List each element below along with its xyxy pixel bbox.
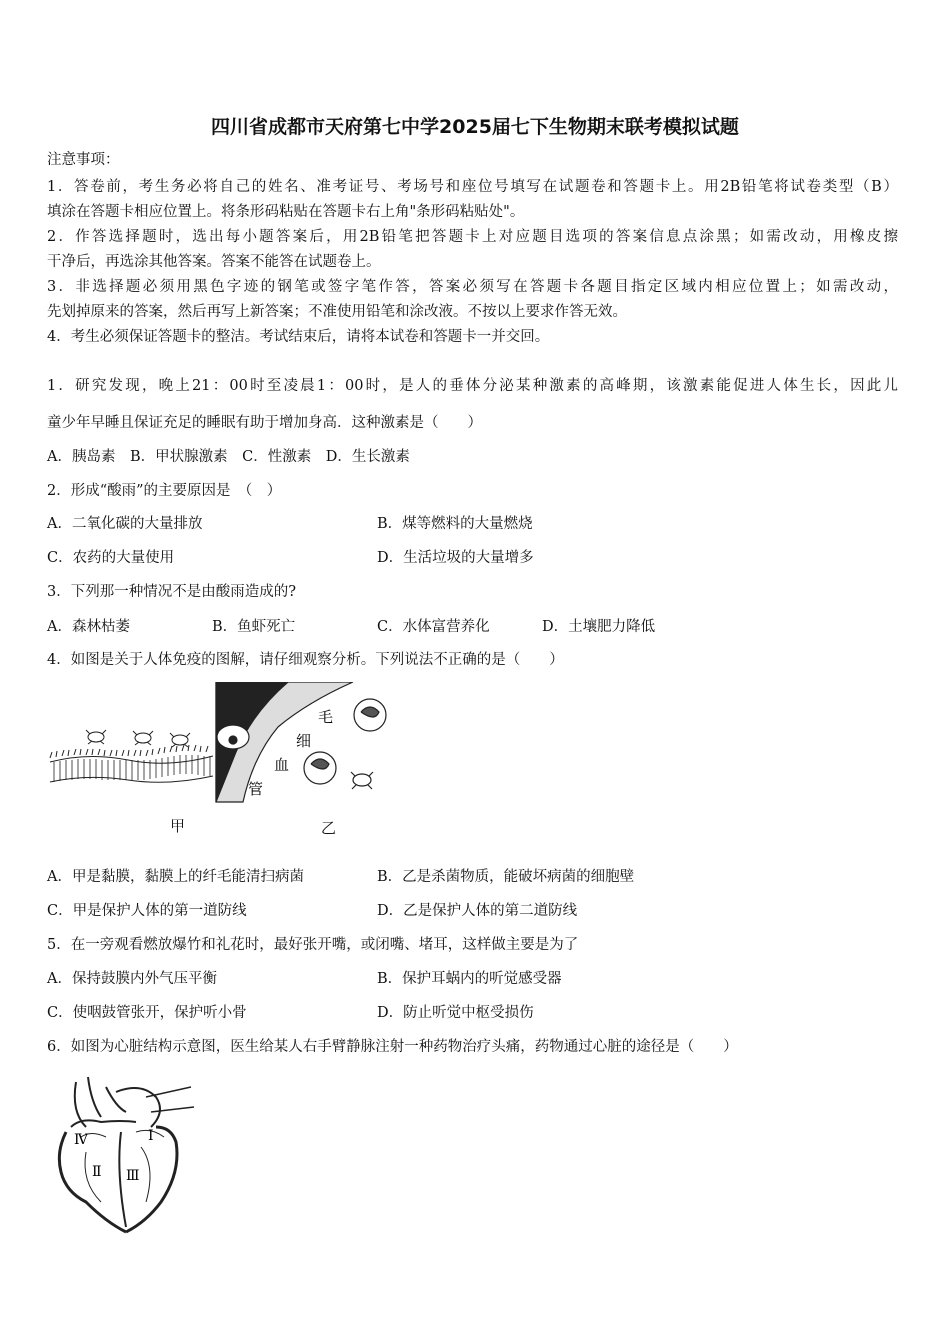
notice-heading: 注意事项： [47,152,120,168]
q1-options: A．胰岛素 B．甲状腺激素 C．性激素 D．生长激素 [47,449,410,465]
phagocyte-icon [354,699,386,731]
heart-drawing [59,1077,194,1232]
microbe-icon [170,733,190,747]
q3-option-d: D．土壤肥力降低 [542,619,656,635]
heart-label-iii: Ⅲ [126,1168,140,1184]
notice-line: 3．非选择题必须用黑色字迹的钢笔或签字笔作答，答案必须写在答题卡各题目指定区域内相应位置上；如需改动， [47,279,898,295]
q5-stem: 5．在一旁观看燃放爆竹和礼花时，最好张开嘴，或闭嘴、堵耳，这样做主要是为了 [47,937,579,953]
notice-line: 先划掉原来的答案，然后再写上新答案；不准使用铅笔和涂改液。不按以上要求作答无效。 [47,304,627,320]
q3-option-c: C．水体富营养化 [377,619,490,635]
notice-line: 1．答卷前，考生务必将自己的姓名、准考证号、考场号和座位号填写在试题卷和答题卡上。用2B铅笔将试卷类型（B） [47,179,898,195]
q6-stem: 6．如图为心脏结构示意图，医生给某人右手臂静脉注射一种药物治疗头痛，药物通过心脏的途径是（ ） [47,1039,738,1055]
q1-stem-line2: 童少年早睡且保证充足的睡眠有助于增加身高．这种激素是（ ） [47,415,482,431]
fig-label-yi: 乙 [321,819,337,837]
q4-stem: 4．如图是关于人体免疫的图解，请仔细观察分析。下列说法不正确的是（ ） [47,652,564,668]
fig-text-xi: 细 [296,732,312,750]
q2-option-d: D．生活垃圾的大量增多 [377,550,534,566]
q2-option-a: A．二氧化碳的大量排放 [47,516,203,532]
q4-option-b: B．乙是杀菌物质，能破坏病菌的细胞壁 [377,869,635,885]
heart-label-ii: Ⅱ [92,1164,102,1180]
fig-label-jia: 甲 [170,817,186,835]
q5-option-b: B．保护耳蜗内的听觉感受器 [377,971,562,987]
fig-text-guan: 管 [248,780,264,798]
q2-option-b: B．煤等燃料的大量燃烧 [377,516,533,532]
fig-text-xue: 血 [274,756,290,774]
q3-stem: 3．下列那一种情况不是由酸雨造成的? [47,584,296,600]
immunity-figure [48,682,393,837]
q4-option-d: D．乙是保护人体的第二道防线 [377,903,578,919]
page-title: 四川省成都市天府第七中学2025届七下生物期末联考模拟试题 [211,116,739,138]
q5-option-a: A．保持鼓膜内外气压平衡 [47,971,217,987]
microbe-icon [133,731,153,745]
q3-option-a: A．森林枯萎 [47,619,130,635]
microbe-icon [351,772,373,789]
mucosa-drawing [50,730,213,782]
notice-line: 4．考生必须保证答题卡的整洁。考试结束后，请将本试卷和答题卡一并交回。 [47,329,550,345]
notice-line: 填涂在答题卡相应位置上。将条形码粘贴在答题卡右上角"条形码粘贴处"。 [47,204,525,220]
notice-line: 2．作答选择题时，选出每小题答案后，用2B铅笔把答题卡上对应题目选项的答案信息点涂黑；如需改动，用橡皮擦 [47,229,898,245]
q2-stem: 2．形成“酸雨”的主要原因是 （ ） [47,483,282,499]
q1-stem-line1: 1．研究发现，晚上21：00时至凌晨1：00时，是人的垂体分泌某种激素的高峰期，该激素能促进人体生长，因此儿 [47,378,898,394]
q3-option-b: B．鱼虾死亡 [212,619,296,635]
phagocyte-icon [304,752,336,784]
heart-label-iv: Ⅳ [74,1132,88,1148]
microbe-icon [86,730,106,744]
q5-option-d: D．防止听觉中枢受损伤 [377,1005,534,1021]
notice-line: 干净后，再选涂其他答案。答案不能答在试题卷上。 [47,254,381,270]
q4-option-a: A．甲是黏膜，黏膜上的纤毛能清扫病菌 [47,869,304,885]
heart-label-i: Ⅰ [148,1128,154,1144]
q5-option-c: C．使咽鼓管张开，保护听小骨 [47,1005,247,1021]
heart-figure [46,1072,201,1237]
q4-option-c: C．甲是保护人体的第一道防线 [47,903,247,919]
q2-option-c: C．农药的大量使用 [47,550,175,566]
fig-text-mao: 毛 [318,708,334,726]
